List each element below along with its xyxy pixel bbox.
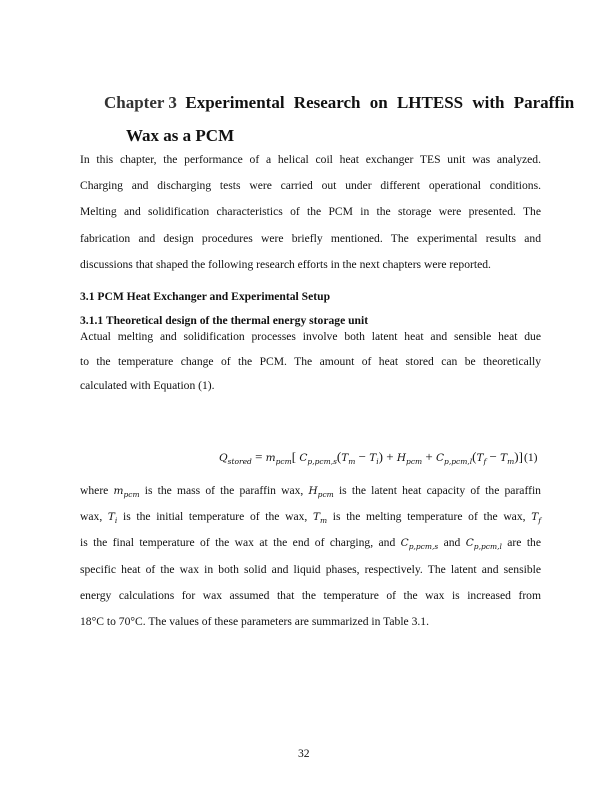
math-subscript: m (507, 457, 515, 467)
text-run: − (486, 449, 501, 464)
math-symbol (299, 452, 337, 467)
math-subscript: pcm (275, 457, 292, 467)
math-symbol (313, 511, 328, 526)
math-subscript: stored (227, 457, 252, 467)
math-symbol (400, 537, 439, 552)
math-symbol (435, 452, 473, 467)
math-subscript: m (348, 457, 356, 467)
chapter-title-line2: Wax as a PCM (126, 126, 235, 145)
text-line: Melting and solidification characteristics of the PCM in the storage were presented. The (80, 205, 541, 219)
chapter-title: Experimental Research on LHTESS with Paraffin (185, 93, 575, 112)
page-number: 32 (298, 747, 310, 760)
math-subscript: p,pcm,s (408, 542, 439, 552)
math-subscript: p,pcm,l (473, 542, 502, 552)
chapter-number: Chapter 3 (104, 93, 177, 112)
math-subscript: i (376, 457, 379, 467)
math-base: T (531, 511, 539, 524)
math-symbol (500, 452, 515, 467)
text-line: fabrication and design procedures were briefly mentioned. The experimental results and (80, 231, 541, 245)
math-symbol (369, 452, 379, 467)
text-line: In this chapter, the performance of a helical coil heat exchanger TES unit was analyzed. (80, 153, 541, 166)
text-run: is the latent heat capacity of the paraffin (333, 484, 541, 497)
math-subscript: f (483, 457, 487, 467)
math-subscript: pcm (317, 490, 334, 500)
text-run: are the (501, 536, 541, 550)
text-run: and (438, 536, 466, 550)
text-line (80, 615, 541, 629)
text-line: Charging and discharging tests were carried out under different operational conditions. (80, 179, 541, 193)
math-symbol (476, 452, 487, 467)
math-subscript: p,pcm,l (444, 457, 473, 467)
text-run: energy calculations for wax assumed that the temperature of the wax is increased from (80, 588, 541, 602)
text-run: ( (472, 449, 477, 464)
text-run: specific heat of the wax in both solid and liquid phases, respectively. The latent and sensible (80, 562, 541, 576)
section-heading: 3.1 PCM Heat Exchanger and Experimental Setup (80, 290, 331, 303)
text-line (80, 484, 541, 502)
math-symbol (265, 452, 292, 467)
text-run: is the initial temperature of the wax, (117, 510, 313, 524)
text-run: is the melting temperature of the wax, (327, 510, 532, 524)
math-symbol (308, 485, 334, 500)
math-base: T (500, 452, 508, 464)
math-subscript: i (114, 516, 118, 526)
text-line (80, 510, 541, 528)
text-run: + (422, 449, 436, 464)
math-symbol (341, 452, 356, 467)
math-symbol (113, 485, 140, 500)
math-base: H (308, 485, 318, 497)
subsection-heading: 3.1.1 Theoretical design of the thermal energy storage unit (80, 314, 369, 327)
text-run: [ (291, 449, 300, 464)
math-subscript: f (538, 516, 541, 526)
math-base: C (299, 452, 308, 464)
math-symbol (396, 452, 423, 467)
text-line: to the temperature change of the PCM. The amount of heat stored can be theoretically (80, 354, 541, 368)
text-run: wax, (80, 510, 108, 524)
chapter-heading (104, 93, 574, 113)
math-base: m (113, 485, 124, 497)
text-line: discussions that shaped the following research efforts in the next chapters were reported. (80, 257, 491, 271)
math-subscript: pcm (406, 457, 423, 467)
text-run: − (355, 449, 370, 464)
text-run: )] (514, 449, 523, 464)
math-symbol (107, 511, 118, 526)
math-base: C (465, 537, 474, 550)
math-base: T (369, 452, 377, 464)
math-base: T (476, 452, 484, 464)
math-symbol (531, 511, 541, 526)
equation-number: (1) (524, 451, 538, 464)
text-run: where (80, 484, 114, 497)
text-line (80, 536, 541, 554)
text-run: ) + (378, 449, 397, 464)
math-subscript: p,pcm,s (307, 457, 337, 467)
equation (219, 449, 523, 466)
math-base: T (341, 452, 349, 464)
text-line: Actual melting and solidification processes involve both latent heat and sensible heat due (80, 330, 541, 343)
math-base: m (265, 452, 276, 464)
text-run: 18°C to 70°C. The values of these parameters are summarized in Table 3.1. (80, 615, 429, 628)
math-subscript: pcm (123, 490, 140, 500)
text-line (80, 589, 541, 603)
math-symbol (219, 452, 252, 467)
math-base: C (435, 452, 445, 464)
math-base: T (107, 511, 115, 524)
math-base: H (396, 452, 407, 464)
text-run: ( (336, 449, 342, 464)
text-run: is the mass of the paraffin wax, (139, 484, 309, 497)
math-subscript: m (320, 516, 328, 526)
text-run: is the final temperature of the wax at the end of charging, and (80, 536, 401, 550)
math-base: T (313, 511, 321, 524)
text-run: = (251, 449, 266, 464)
text-line (80, 563, 541, 577)
text-line: calculated with Equation (1). (80, 379, 215, 392)
math-base: C (400, 537, 409, 550)
math-symbol (465, 537, 502, 552)
math-base: Q (219, 452, 228, 464)
